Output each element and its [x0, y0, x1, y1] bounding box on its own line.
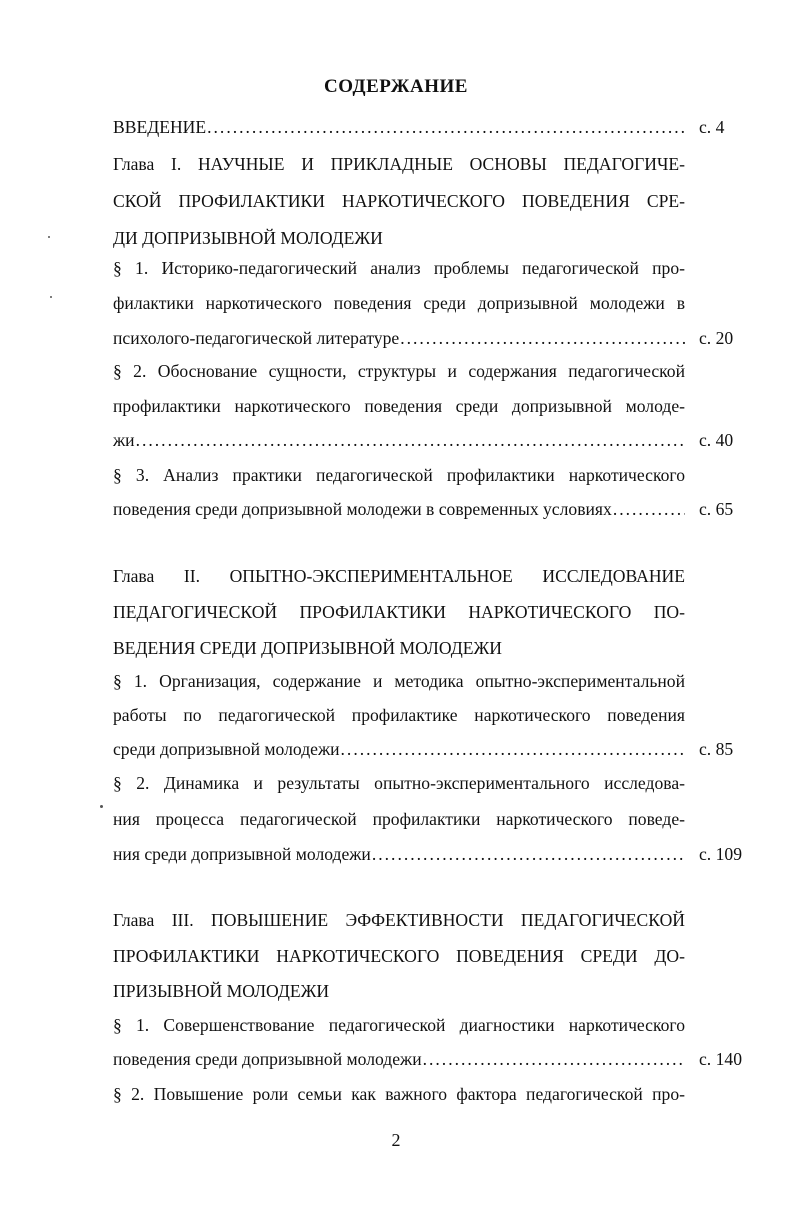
toc-entry-last-line [113, 1045, 685, 1073]
toc-entry-text: § 3. Анализ практики педагогической профилактики наркотического [113, 465, 685, 485]
toc-entry-text: § 1. Историко-педагогический анализ проблемы педагогической про- [113, 258, 685, 278]
dot-leader [371, 840, 685, 868]
toc-entry-text: § 1. Организация, содержание и методика опытно-экспериментальной [113, 671, 685, 691]
scan-speck [48, 236, 50, 238]
toc-entry-intro [113, 113, 685, 141]
toc-page-number: с. 85 [699, 739, 734, 759]
page-title: СОДЕРЖАНИЕ [324, 76, 468, 97]
chapter-heading: Глава II. ОПЫТНО-ЭКСПЕРИМЕНТАЛЬНОЕ ИССЛЕДОВАНИЕ [113, 566, 685, 586]
page-number: 2 [391, 1130, 401, 1150]
toc-entry-last-line [113, 840, 685, 868]
toc-entry-label: среди допризывной молодежи [113, 739, 340, 759]
toc-entry-text: работы по педагогической профилактике наркотического поведения [113, 705, 685, 725]
toc-entry-label: поведения среди допризывной молодежи [113, 1049, 422, 1069]
chapter-heading: ПРИЗЫВНОЙ МОЛОДЕЖИ [113, 981, 330, 1001]
toc-page-number: с. 65 [699, 499, 734, 519]
toc-entry-text: § 2. Обоснование сущности, структуры и содержания педагогической [113, 361, 685, 381]
dot-leader [340, 735, 685, 763]
chapter-heading: ВЕДЕНИЯ СРЕДИ ДОПРИЗЫВНОЙ МОЛОДЕЖИ [113, 638, 502, 658]
toc-entry-last-line [113, 324, 685, 352]
scan-speck [100, 805, 103, 808]
chapter-heading: ПЕДАГОГИЧЕСКОЙ ПРОФИЛАКТИКИ НАРКОТИЧЕСКОГО ПО- [113, 602, 685, 622]
toc-entry-text: филактики наркотического поведения среди допризывной молодежи в [113, 293, 685, 313]
dot-leader [399, 324, 685, 352]
dot-leader [422, 1045, 685, 1073]
dot-leader [206, 113, 685, 141]
scan-speck [50, 296, 52, 298]
chapter-heading: ПРОФИЛАКТИКИ НАРКОТИЧЕСКОГО ПОВЕДЕНИЯ СРЕДИ ДО- [113, 946, 685, 966]
chapter-heading: ДИ ДОПРИЗЫВНОЙ МОЛОДЕЖИ [113, 228, 383, 248]
toc-entry-last-line [113, 735, 685, 763]
toc-entry-label: ния среди допризывной молодежи [113, 844, 371, 864]
toc-entry-label: психолого-педагогической литературе [113, 328, 400, 348]
toc-entry-label: ВВЕДЕНИЕ [113, 117, 207, 137]
toc-entry-label: поведения среди допризывной молодежи в современных условиях [113, 499, 612, 519]
toc-entry-text: § 2. Повышение роли семьи как важного фактора педагогической про- [113, 1084, 685, 1104]
toc-page-number: с. 109 [699, 844, 742, 864]
chapter-heading: Глава I. НАУЧНЫЕ И ПРИКЛАДНЫЕ ОСНОВЫ ПЕДАГОГИЧЕ- [113, 154, 685, 174]
chapter-heading: СКОЙ ПРОФИЛАКТИКИ НАРКОТИЧЕСКОГО ПОВЕДЕНИЯ СРЕ- [113, 191, 685, 211]
toc-page-number: с. 4 [699, 117, 725, 137]
chapter-heading: Глава III. ПОВЫШЕНИЕ ЭФФЕКТИВНОСТИ ПЕДАГОГИЧЕСКОЙ [113, 910, 685, 930]
toc-page-number: с. 140 [699, 1049, 742, 1069]
toc-entry-text: § 1. Совершенствование педагогической диагностики наркотического [113, 1015, 685, 1035]
toc-entry-text: профилактики наркотического поведения среди допризывной молоде- [113, 396, 685, 416]
toc-entry-last-line [113, 426, 685, 454]
toc-entry-last-line [113, 495, 685, 523]
dot-leader [612, 495, 685, 523]
toc-entry-label: жи [113, 430, 135, 450]
toc-entry-text: § 2. Динамика и результаты опытно-экспериментального исследова- [113, 773, 685, 793]
toc-entry-text: ния процесса педагогической профилактики наркотического поведе- [113, 809, 685, 829]
toc-page-number: с. 20 [699, 328, 734, 348]
toc-page-number: с. 40 [699, 430, 734, 450]
dot-leader [135, 426, 685, 454]
